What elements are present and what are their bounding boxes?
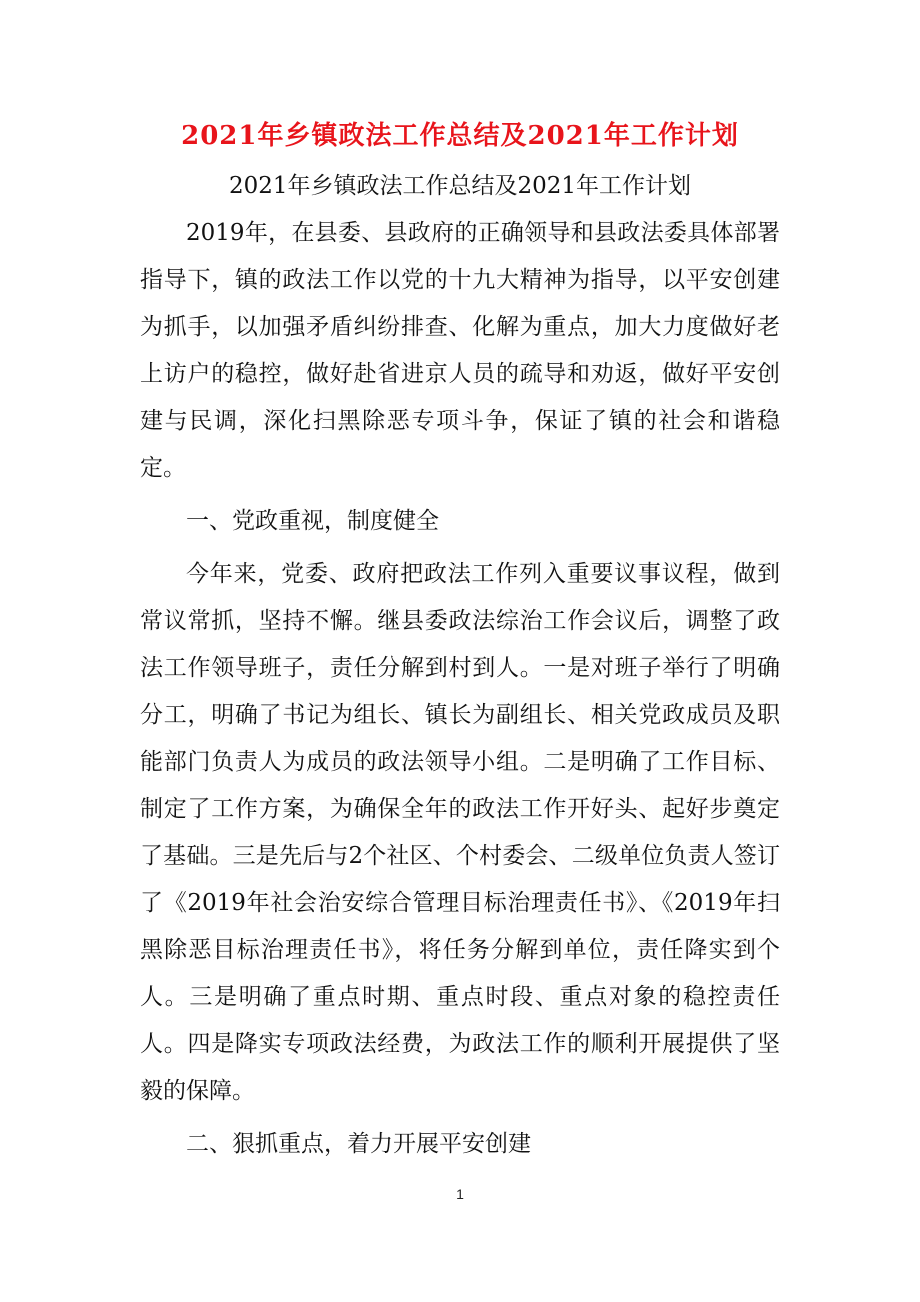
paragraph-section-1: 今年来，党委、政府把政法工作列入重要议事议程，做到常议常抓，坚持不懈。继县委政法综治工作会议后，调整了政法工作领导班子，责任分解到村到人。一是对班子举行了明确分工，明确了书记为组长、镇长为副组长、相关党政成员及职能部门负责人为成员的政法领导小组。二是明确了工作目标、制定了工作方案，为确保全年的政法工作开好头、起好步奠定了基础。三是先后与2个社区、个村委会、二级单位负责人签订了《2019年社会治安综合管理目标治理责任书》、《2019年扫黑除恶目标治理责任书》，将任务分解到单位，责任降实到个人。三是明确了重点时期、重点时段、重点对象的稳控责任人。四是降实专项政法经费，为政法工作的顺利开展提供了坚毅的保障。 xyxy=(140,561,780,1104)
section-heading-1: 一、党政重视，制度健全 xyxy=(186,508,439,534)
document-title: 2021年乡镇政法工作总结及2021年工作计划 xyxy=(181,121,739,151)
paragraph-intro: 2019年，在县委、县政府的正确领导和县政法委具体部署指导下，镇的政法工作以党的十九大精神为指导，以平安创建为抓手，以加强矛盾纠纷排查、化解为重点，加大力度做好老上访户的稳控，做好赴省进京人员的疏导和劝返，做好平安创建与民调，深化扫黑除恶专项斗争，保证了镇的社会和谐稳定。 xyxy=(140,220,780,481)
document-body xyxy=(140,210,780,1174)
page-number: 1 xyxy=(456,1186,464,1202)
document-subtitle: 2021年乡镇政法工作总结及2021年工作计划 xyxy=(228,173,692,199)
section-heading-2: 二、狠抓重点，着力开展平安创建 xyxy=(186,1131,531,1157)
